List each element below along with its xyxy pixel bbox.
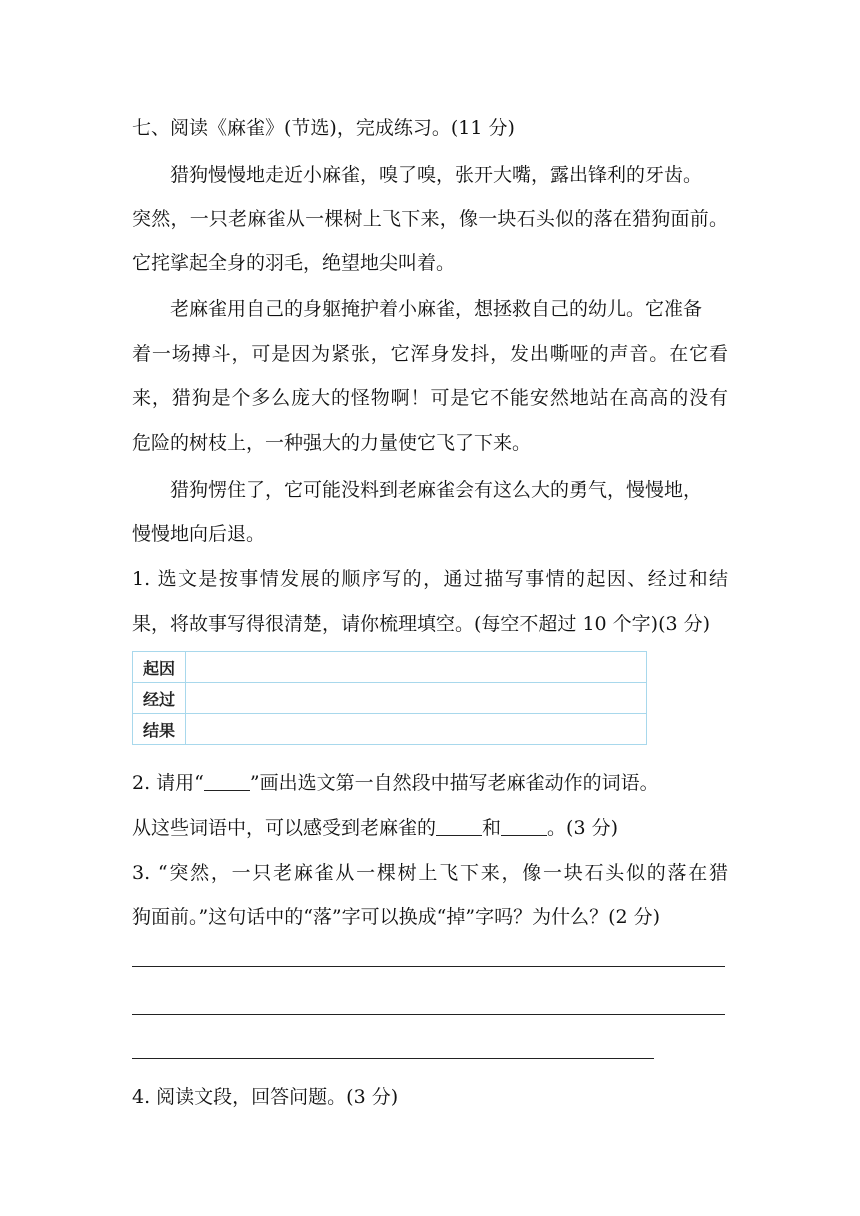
passage-line: 老麻雀用自己的身躯掩护着小麻雀，想拯救自己的幼儿。它准备 [170,298,703,320]
question-line: 3. “突然，一只老麻雀从一棵树上飞下来，像一块石头似的落在猎 [132,862,728,884]
answer-blank[interactable] [501,817,547,836]
passage-line: 猎狗慢慢地走近小麻雀，嗅了嗅，张开大嘴，露出锋利的牙齿。 [170,164,703,186]
question-line: 从这些词语中，可以感受到老麻雀的 和 。(3 分) [132,817,618,839]
table-row [133,652,647,683]
answer-cell[interactable] [186,652,647,683]
section-title: 七、阅读《麻雀》(节选)，完成练习。(11 分) [132,117,515,139]
table-row-label: 经过 [133,683,186,714]
question-4: 4. 阅读文段，回答问题。(3 分) [132,1086,399,1108]
passage-line: 突然，一只老麻雀从一棵树上飞下来，像一块石头似的落在猎狗面前。 [132,208,728,230]
answer-table [132,651,647,745]
table-row-label: 起因 [133,652,186,683]
passage-line: 慢慢地向后退。 [132,523,266,545]
table-row-label: 结果 [133,714,186,745]
question-line: 1. 选文是按事情发展的顺序写的，通过描写事情的起因、经过和结 [132,568,728,590]
passage-line: 它挓挲起全身的羽毛，绝望地尖叫着。 [132,252,456,274]
passage-line: 危险的树枝上，一种强大的力量使它飞了下来。 [132,432,532,454]
question-line: 2. 请用“ ”画出选文第一自然段中描写老麻雀动作的词语。 [132,772,659,794]
answer-line[interactable] [132,1058,654,1059]
question-line: 狗面前。”这句话中的“落”字可以换成“掉”字吗？为什么？(2 分) [132,906,661,928]
answer-cell[interactable] [186,683,647,714]
question-line: 果，将故事写得很清楚，请你梳理填空。(每空不超过 10 个字)(3 分) [132,613,711,635]
passage-line: 猎狗愣住了，它可能没料到老麻雀会有这么大的勇气，慢慢地， [170,479,703,501]
answer-cell[interactable] [186,714,647,745]
answer-blank[interactable] [436,817,482,836]
table-row [133,683,647,714]
passage-line: 着一场搏斗，可是因为紧张，它浑身发抖，发出嘶哑的声音。在它看 [132,343,728,365]
blank-marker [204,772,250,791]
passage-line: 来，猎狗是个多么庞大的怪物啊！可是它不能安然地站在高高的没有 [132,387,728,409]
answer-line[interactable] [132,1014,725,1015]
answer-line[interactable] [132,966,725,967]
table-row [133,714,647,745]
